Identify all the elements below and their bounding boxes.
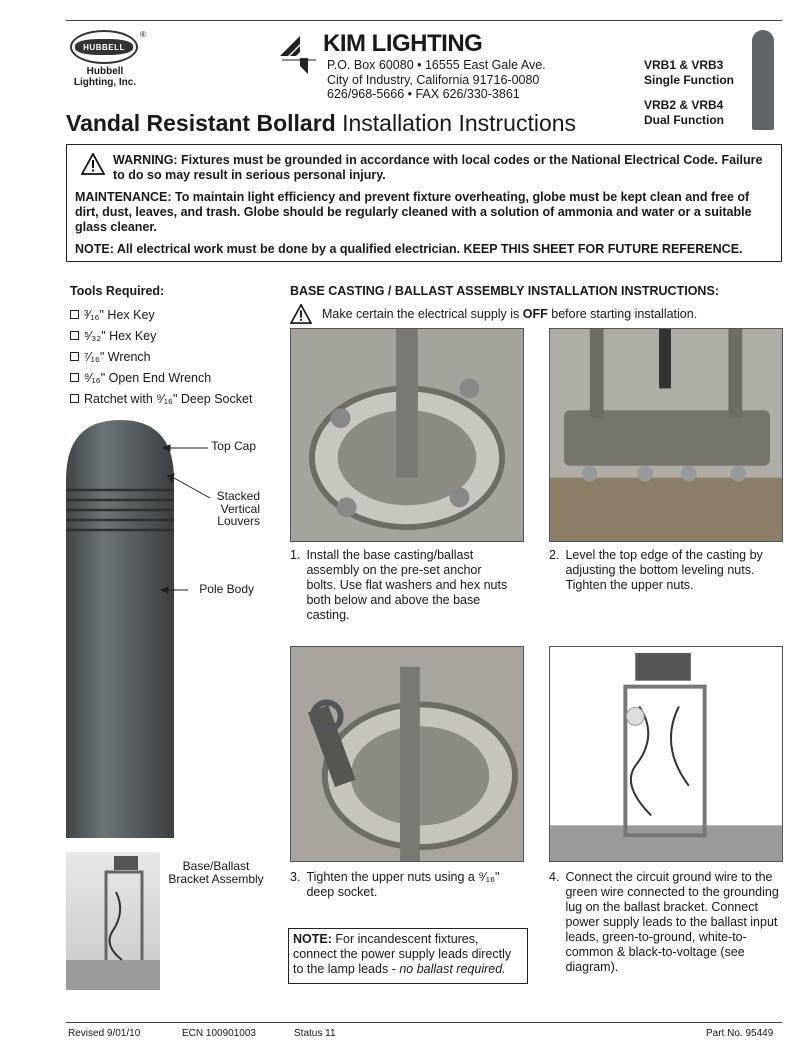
address-line-2: City of Industry, California 91716-0080 [327,72,540,87]
electric-off-note: Make certain the electrical supply is OFF before starting installation. [290,304,697,324]
maintenance-text: MAINTENANCE: To maintain light efficiency and prevent fixture overheating, globe must be kept clean and free of dirt, dust, leaves, and trash. Globe should be regularly cleaned with a solution of ammonia and water or a suitable glass cleaner. [75,190,752,234]
bottom-rule [66,1022,782,1023]
base-ballast-image [66,852,160,990]
photo-step-1 [290,328,524,542]
page-title [66,110,576,137]
title-light: Installation Instructions [342,110,577,136]
tools-list [70,304,252,409]
tool-item: ⁷⁄₁₆" Wrench [70,346,252,367]
note-italic: no ballast required. [399,962,506,976]
warning-triangle-icon [290,304,312,324]
address-line-1: P.O. Box 60080 • 16555 East Gale Ave. [327,58,546,72]
footer-status: Status 11 [294,1028,336,1039]
callout-top-cap: Top Cap [211,439,256,453]
hubbell-name: Hubbell Lighting, Inc. [73,66,137,88]
checkbox-icon [70,331,79,340]
checkbox-icon [70,310,79,319]
model-1-desc: Single Function [644,73,734,87]
tool-item: Ratchet with ⁹⁄₁₆" Deep Socket [70,388,252,409]
photo-step-2 [549,328,783,542]
tool-item: ⁹⁄₁₆" Open End Wrench [70,367,252,388]
photo-step-3 [290,646,524,862]
checkbox-icon [70,394,79,403]
callout-pole-body: Pole Body [199,582,254,596]
registered-mark: ® [140,30,146,39]
address-line-3: 626/968-5666 • FAX 626/330-3861 [327,87,520,101]
title-bold: Vandal Resistant Bollard [66,110,336,136]
bollard-thumbnail-image [752,30,774,130]
instructions-title: BASE CASTING / BALLAST ASSEMBLY INSTALLATION INSTRUCTIONS: [290,284,719,298]
model-2: VRB2 & VRB4 [644,98,724,112]
kim-logo-icon [278,34,320,76]
footer-revised: Revised 9/01/10 [68,1028,141,1039]
callout-base-assembly: Base/Ballast Bracket Assembly [168,859,264,886]
hubbell-logo-text: HUBBELL [75,39,133,55]
kim-lighting-title: KIM LIGHTING [323,30,483,57]
tools-title: Tools Required: [70,284,165,298]
tool-item: ³⁄₁₆" Hex Key [70,304,252,325]
bollard-illustration [66,420,174,838]
step-4: 4. Connect the circuit ground wire to the green wire connected to the grounding lug on the ballast bracket. Connect power supply leads to the ballast input leads, green-to-ground, white-to-common & black-to-voltage (see diagram). [549,870,779,974]
checkbox-icon [70,373,79,382]
callout-louvers: Stacked Vertical Louvers [216,489,260,528]
warning-box [66,144,782,262]
footer-ecn: ECN 100901003 [182,1028,256,1039]
step-3: 3. Tighten the upper nuts using a ⁹⁄₁₆" deep socket. [290,870,500,899]
footer-part-number: Part No. 95449 [706,1028,774,1039]
model-1: VRB1 & VRB3 [644,58,724,72]
incandescent-note-box [288,928,528,984]
model-list [644,58,734,128]
callout-arrows [160,440,220,600]
top-rule [66,20,782,21]
tool-item: ⁵⁄₃₂" Hex Key [70,325,252,346]
step-1: 1. Install the base casting/ballast assembly on the pre-set anchor bolts. Use flat washers and hex nuts both below and above the base casting. [290,548,508,622]
photo-step-4 [549,646,783,862]
note-body: For incandescent fixtures, connect the power supply leads directly to the lamp leads - [293,932,512,976]
address-block [327,58,546,102]
hubbell-logo [70,30,138,64]
note-label: NOTE: [293,932,332,946]
electrician-note: NOTE: All electrical work must be done by a qualified electrician. KEEP THIS SHEET FOR FUTURE REFERENCE. [75,242,743,256]
step-2: 2. Level the top edge of the casting by adjusting the bottom leveling nuts. Tighten the upper nuts. [549,548,763,592]
model-2-desc: Dual Function [644,113,724,127]
warning-text: WARNING: Fixtures must be grounded in accordance with local codes or the National Electrical Code. Failure to do so may result in serious personal injury. [113,153,763,182]
warning-triangle-icon [81,153,105,175]
checkbox-icon [70,352,79,361]
